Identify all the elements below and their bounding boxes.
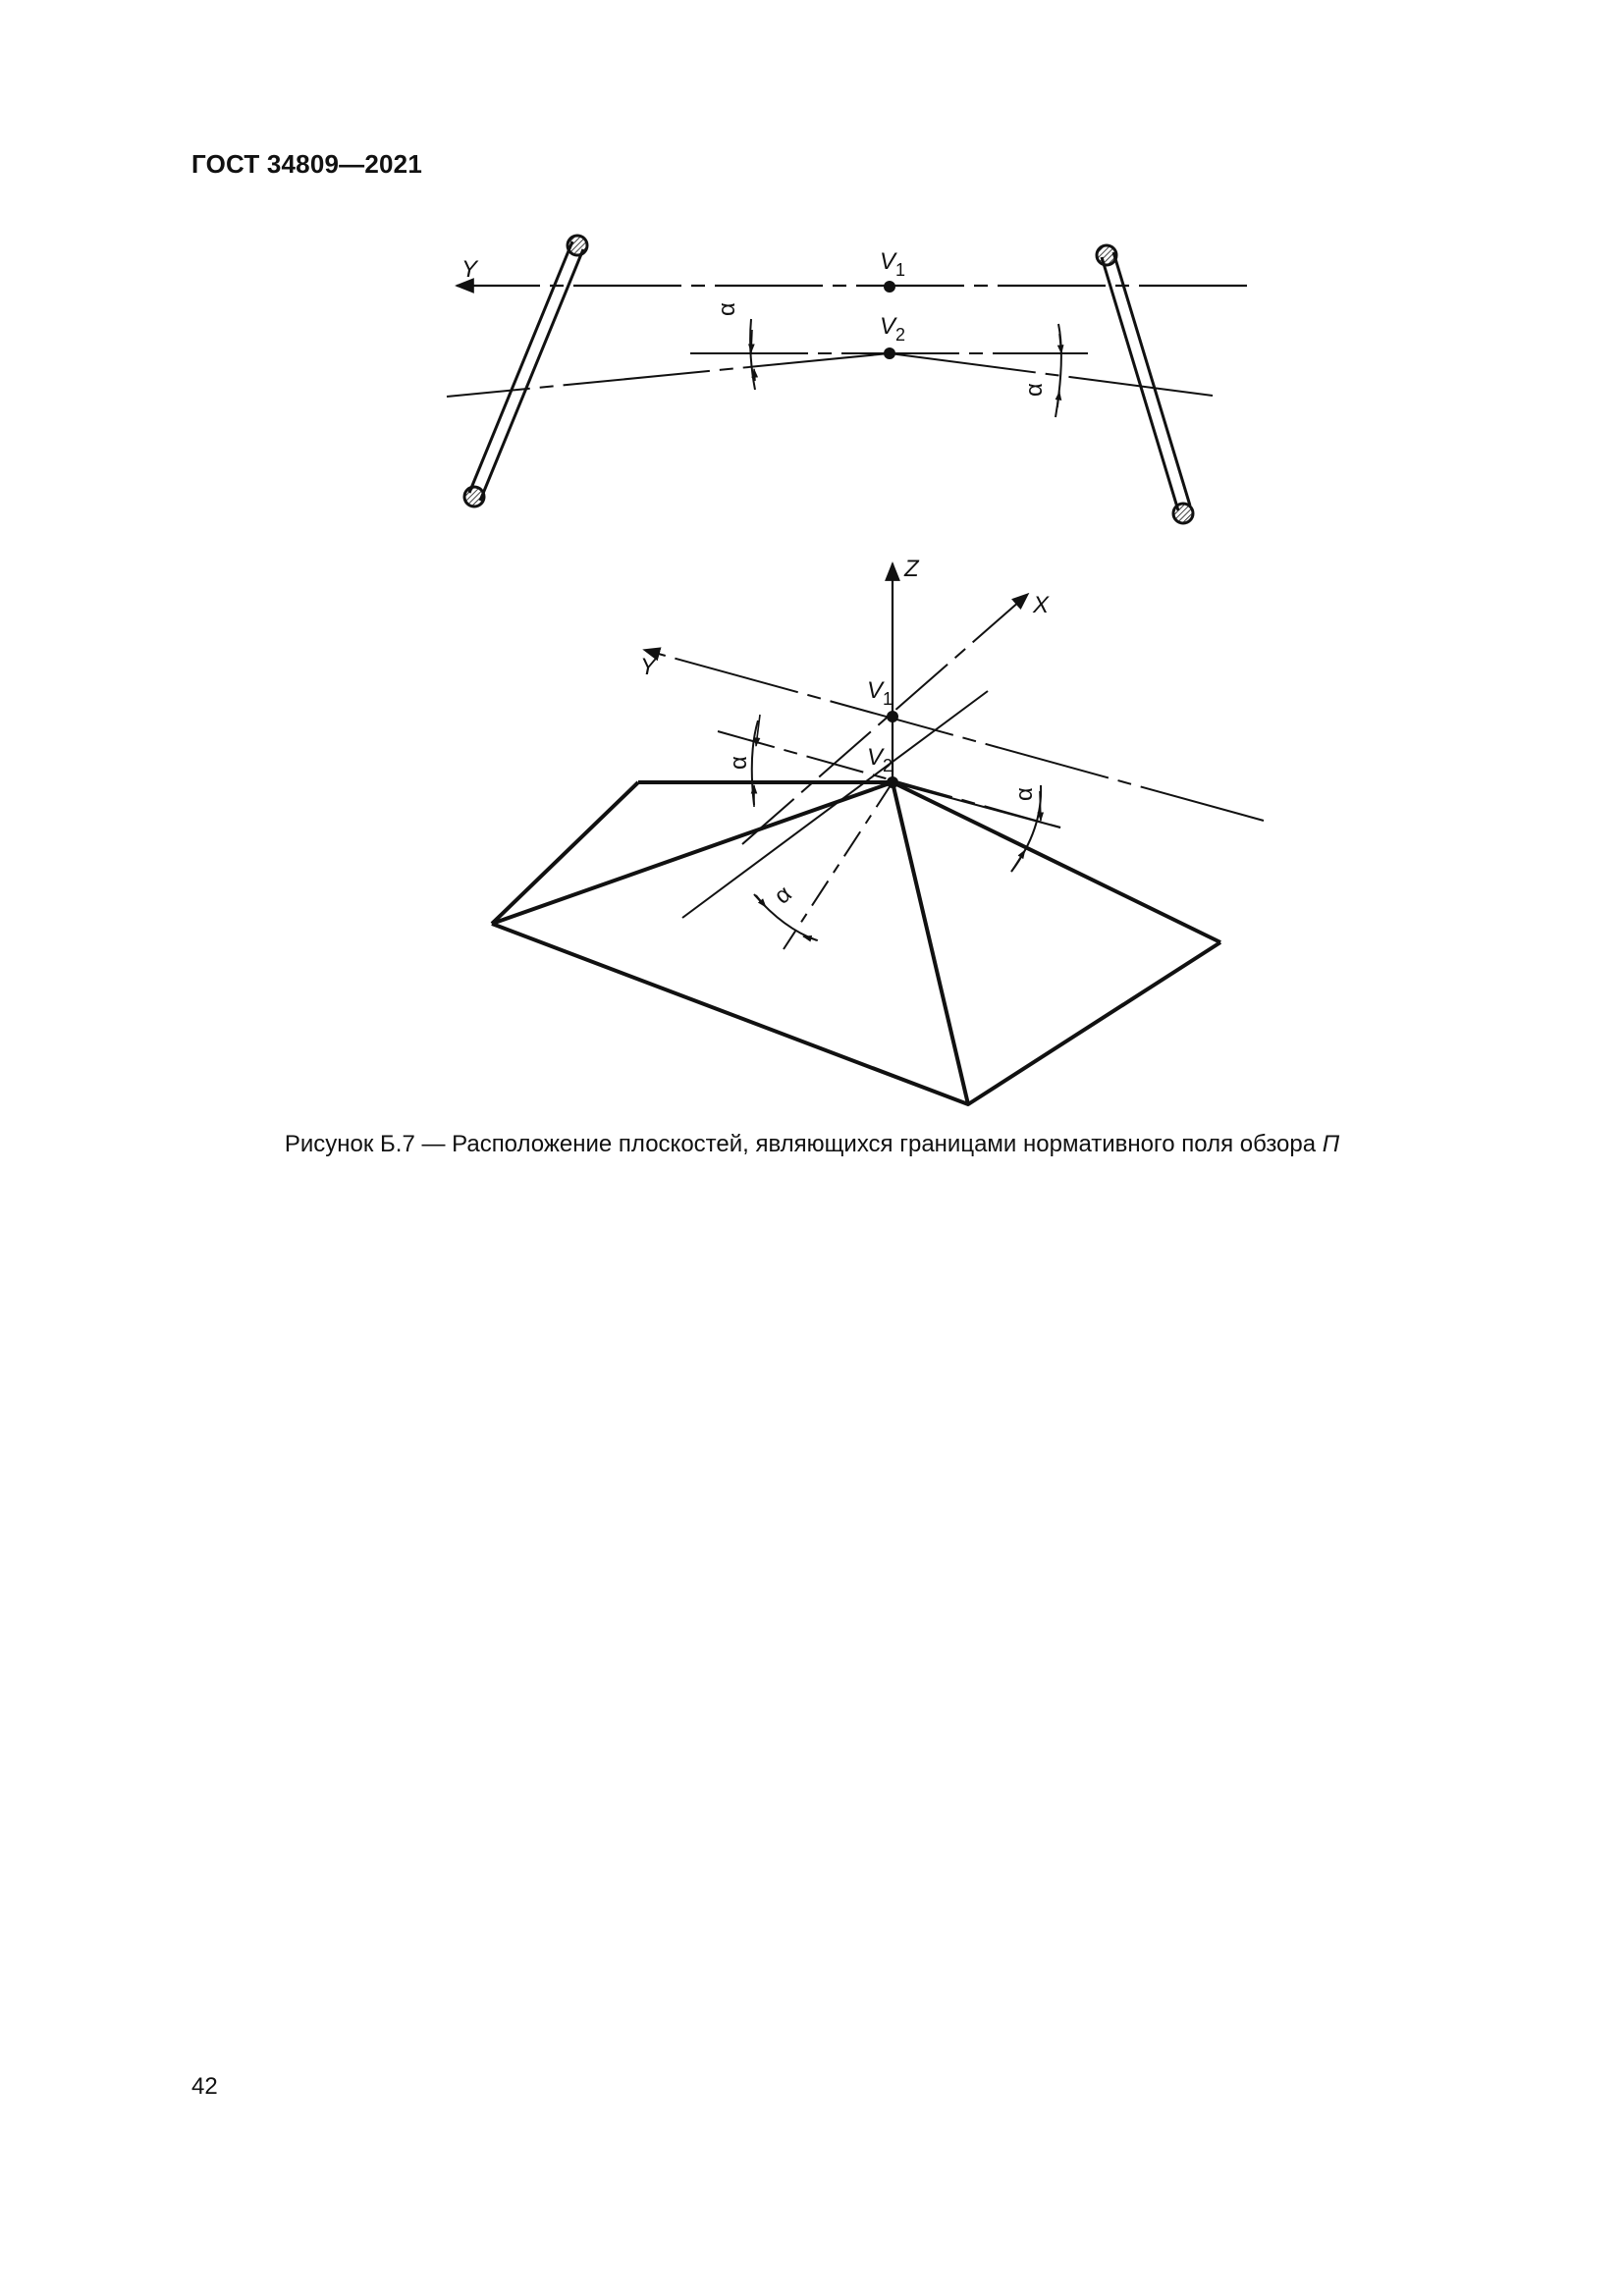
caption-text: Рисунок Б.7 — Расположение плоскостей, являющихся границами нормативного поля обзора bbox=[284, 1131, 1323, 1157]
left-pillar bbox=[464, 236, 587, 507]
top-v1-point bbox=[884, 281, 895, 293]
iso-v1-label: $V_1$ bbox=[867, 677, 893, 709]
top-y-label: Y bbox=[461, 256, 478, 283]
iso-view bbox=[492, 556, 1264, 1104]
iso-y-axis bbox=[644, 650, 1264, 821]
iso-angle-left-label: α bbox=[726, 756, 752, 770]
iso-z-label: Z bbox=[904, 556, 919, 582]
iso-y-label: Y bbox=[640, 654, 657, 680]
iso-v2-label: $V_2$ bbox=[867, 744, 893, 775]
iso-x-label: X bbox=[1033, 592, 1050, 618]
top-angle-right-label: α bbox=[1021, 383, 1048, 397]
figure-caption bbox=[0, 1131, 1624, 1158]
pyramid bbox=[492, 782, 1220, 1104]
page-number: 42 bbox=[191, 2073, 218, 2100]
top-view bbox=[447, 236, 1247, 523]
top-angle-left-label: α bbox=[714, 302, 740, 316]
figure-b7 bbox=[0, 0, 1624, 1139]
iso-v1-point bbox=[887, 711, 898, 722]
caption-symbol: П bbox=[1322, 1131, 1340, 1157]
right-pillar bbox=[1097, 245, 1193, 523]
top-v2-label: $V_2$ bbox=[880, 313, 906, 345]
iso-angle-front-label: α bbox=[769, 880, 797, 910]
top-v1-label: $V_1$ bbox=[880, 248, 906, 280]
document-header: ГОСТ 34809—2021 bbox=[191, 149, 422, 179]
iso-angle-right-label: α bbox=[1011, 787, 1038, 801]
